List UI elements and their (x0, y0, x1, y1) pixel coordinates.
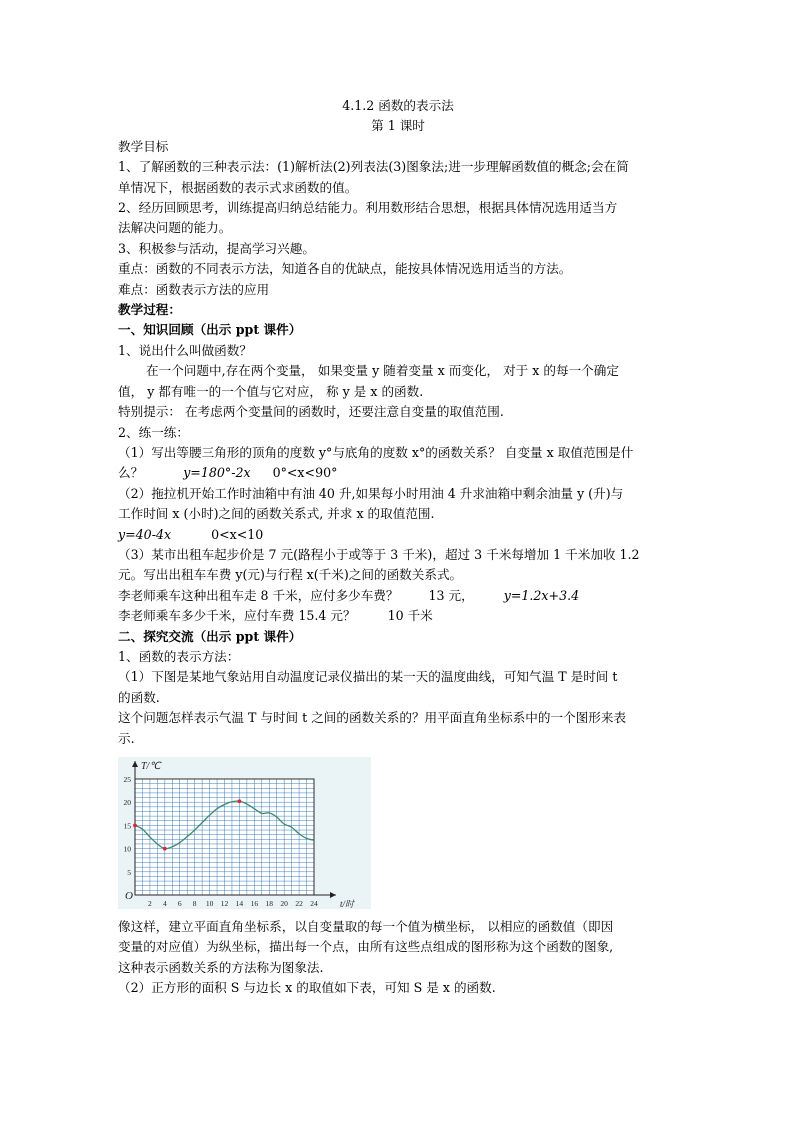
section-1-heading: 一、知识回顾（出示 ppt 课件） (118, 322, 302, 338)
lesson-number: 第 1 课时 (371, 118, 425, 134)
x-axis-arrow (330, 892, 336, 898)
exercise-2-line-2: 工作时间 x (小时)之间的函数关系式, 并求 x 的取值范围. (118, 506, 435, 522)
exercise-2-answer-range: 0<x<10 (211, 526, 264, 542)
definition-line-2: 值， y 都有唯一的一个值与它对应， 称 y 是 x 的函数. (118, 383, 424, 399)
exercise-3b-text: 李老师乘车多少千米，应付车费 15.4 元？ (118, 608, 356, 624)
y-axis-label: T/℃ (141, 761, 161, 772)
x-tick-label: 6 (177, 899, 182, 908)
exercise-2-answer-formula: y=40-4x (118, 526, 172, 542)
special-tip: 特别提示： 在考虑两个变量间的函数时，还要注意自变量的取值范围. (118, 404, 504, 420)
x-tick-label: 16 (250, 899, 259, 908)
exercise-1-answer-formula: y=180°-2x (183, 465, 251, 481)
document-page (118, 96, 678, 999)
goal-1-line-2: 单情况下，根据函数的表示式求函数的值。 (118, 179, 358, 195)
exercise-1-question-end: 么？ (118, 465, 144, 481)
x-tick-label: 20 (280, 899, 288, 908)
x-tick-label: 22 (295, 899, 303, 908)
origin-label: O (125, 890, 133, 902)
temperature-point (238, 799, 242, 803)
goal-3: 3、积极参与活动，提高学习兴趣。 (118, 240, 315, 256)
temperature-chart (118, 757, 371, 909)
process-heading: 教学过程： (118, 302, 181, 318)
temperature-chart-svg (118, 757, 371, 909)
y-tick-label: 20 (123, 798, 131, 808)
goal-1-line-1: 1、了解函数的三种表示法：(1)解析法(2)列表法(3)图象法;进一步理解函数值的概念;会在简 (118, 159, 629, 175)
practice-heading: 2、练一练： (118, 424, 189, 440)
goal-2-line-1: 2、经历回顾思考，训练提高归纳总结能力。利用数形结合思想，根据具体情况选用适当方 (118, 200, 618, 216)
x-tick-label: 12 (220, 899, 229, 908)
exercise-2-answer (118, 525, 678, 545)
exercise-3-line-1: （3）某市出租车起步价是 7 元(路程小于或等于 3 千米)，超过 3 千米每增加 1 千米加收 1.2 (118, 546, 640, 562)
x-tick-label: 24 (310, 899, 318, 908)
graph-method-line-1: 像这样，建立平面直角坐标系，以自变量取的每一个值为横坐标， 以相应的函数值（即因 (118, 919, 614, 934)
x-axis-label: t/时 (340, 899, 355, 909)
exercise-3-line-2: 元。写出出租车车费 y(元)与行程 x(千米)之间的函数关系式。 (118, 567, 463, 583)
exercise-1-line-2 (118, 463, 678, 483)
page-title: 4.1.2 函数的表示法 (342, 98, 454, 113)
x-tick-label: 8 (192, 899, 197, 908)
key-point: 重点：函数的不同表示方法，知道各自的优缺点，能按具体情况选用适当的方法。 (118, 261, 572, 277)
y-tick-label: 5 (127, 867, 131, 877)
temperature-point (133, 824, 137, 828)
exercise-3-question-a (118, 586, 678, 606)
y-tick-label: 25 (123, 775, 131, 784)
exercise-3a-answer: 13 元， (428, 587, 474, 603)
exercise-1-line-1: （1）写出等腰三角形的顶角的度数 y°与底角的度数 x°的函数关系？ 自变量 x 取值范围是什 (118, 444, 634, 460)
x-tick-label: 10 (205, 899, 214, 908)
exercise-3b-answer: 10 千米 (387, 608, 433, 624)
x-tick-label: 18 (265, 899, 273, 908)
exercise-2-line-1: （2）拖拉机开始工作时油箱中有油 40 升,如果每小时用油 4 升求油箱中剩余油量 y (升)与 (118, 485, 624, 501)
difficult-point: 难点：函数表示方法的应用 (118, 281, 270, 297)
graph-method-line-3: 这种表示函数关系的方法称为图象法. (118, 959, 324, 975)
method-2-line: （2）正方形的面积 S 与边长 x 的取值如下表，可知 S 是 x 的函数. (118, 980, 496, 996)
y-tick-label: 15 (123, 821, 131, 831)
definition-line-1: 在一个问题中,存在两个变量， 如果变量 y 随着变量 x 而变化， 对于 x 的每一个确定 (146, 363, 619, 379)
goals-heading: 教学目标 (118, 138, 169, 154)
graph-method-line-2: 变量的对应值）为纵坐标，描出每一个点，由所有这些点组成的图形称为这个函数的图象, (118, 939, 614, 955)
method-1-line-2: 的函数. (118, 689, 160, 705)
x-tick-label: 4 (162, 899, 167, 908)
exercise-3-question-b (118, 606, 678, 626)
method-1-line-4: 示. (118, 730, 135, 746)
y-axis-arrow (132, 761, 138, 767)
exercise-3a-formula: y=1.2x+3.4 (503, 587, 580, 603)
exercise-3a-text: 李老师乘车这种出租车走 8 千米，应付多少车费？ (118, 587, 399, 603)
y-tick-label: 10 (123, 844, 131, 854)
method-1-line-3: 这个问题怎样表示气温 T 与时间 t 之间的函数关系的？用平面直角坐标系中的一个图形来表 (118, 710, 627, 726)
exercise-1-answer-range: 0°<x<90° (272, 465, 338, 481)
temperature-point (163, 847, 167, 851)
section-2-heading: 二、探究交流（出示 ppt 课件） (118, 628, 302, 644)
method-1-line-1: （1）下图是某地气象站用自动温度记录仪描出的某一天的温度曲线，可知气温 T 是时间 t (118, 669, 618, 685)
x-tick-label: 2 (148, 899, 152, 908)
x-tick-label: 14 (235, 899, 244, 908)
question-1: 1、说出什么叫做函数？ (118, 342, 252, 358)
goal-2-line-2: 法解决问题的能力。 (118, 220, 232, 236)
methods-heading: 1、函数的表示方法： (118, 648, 240, 664)
